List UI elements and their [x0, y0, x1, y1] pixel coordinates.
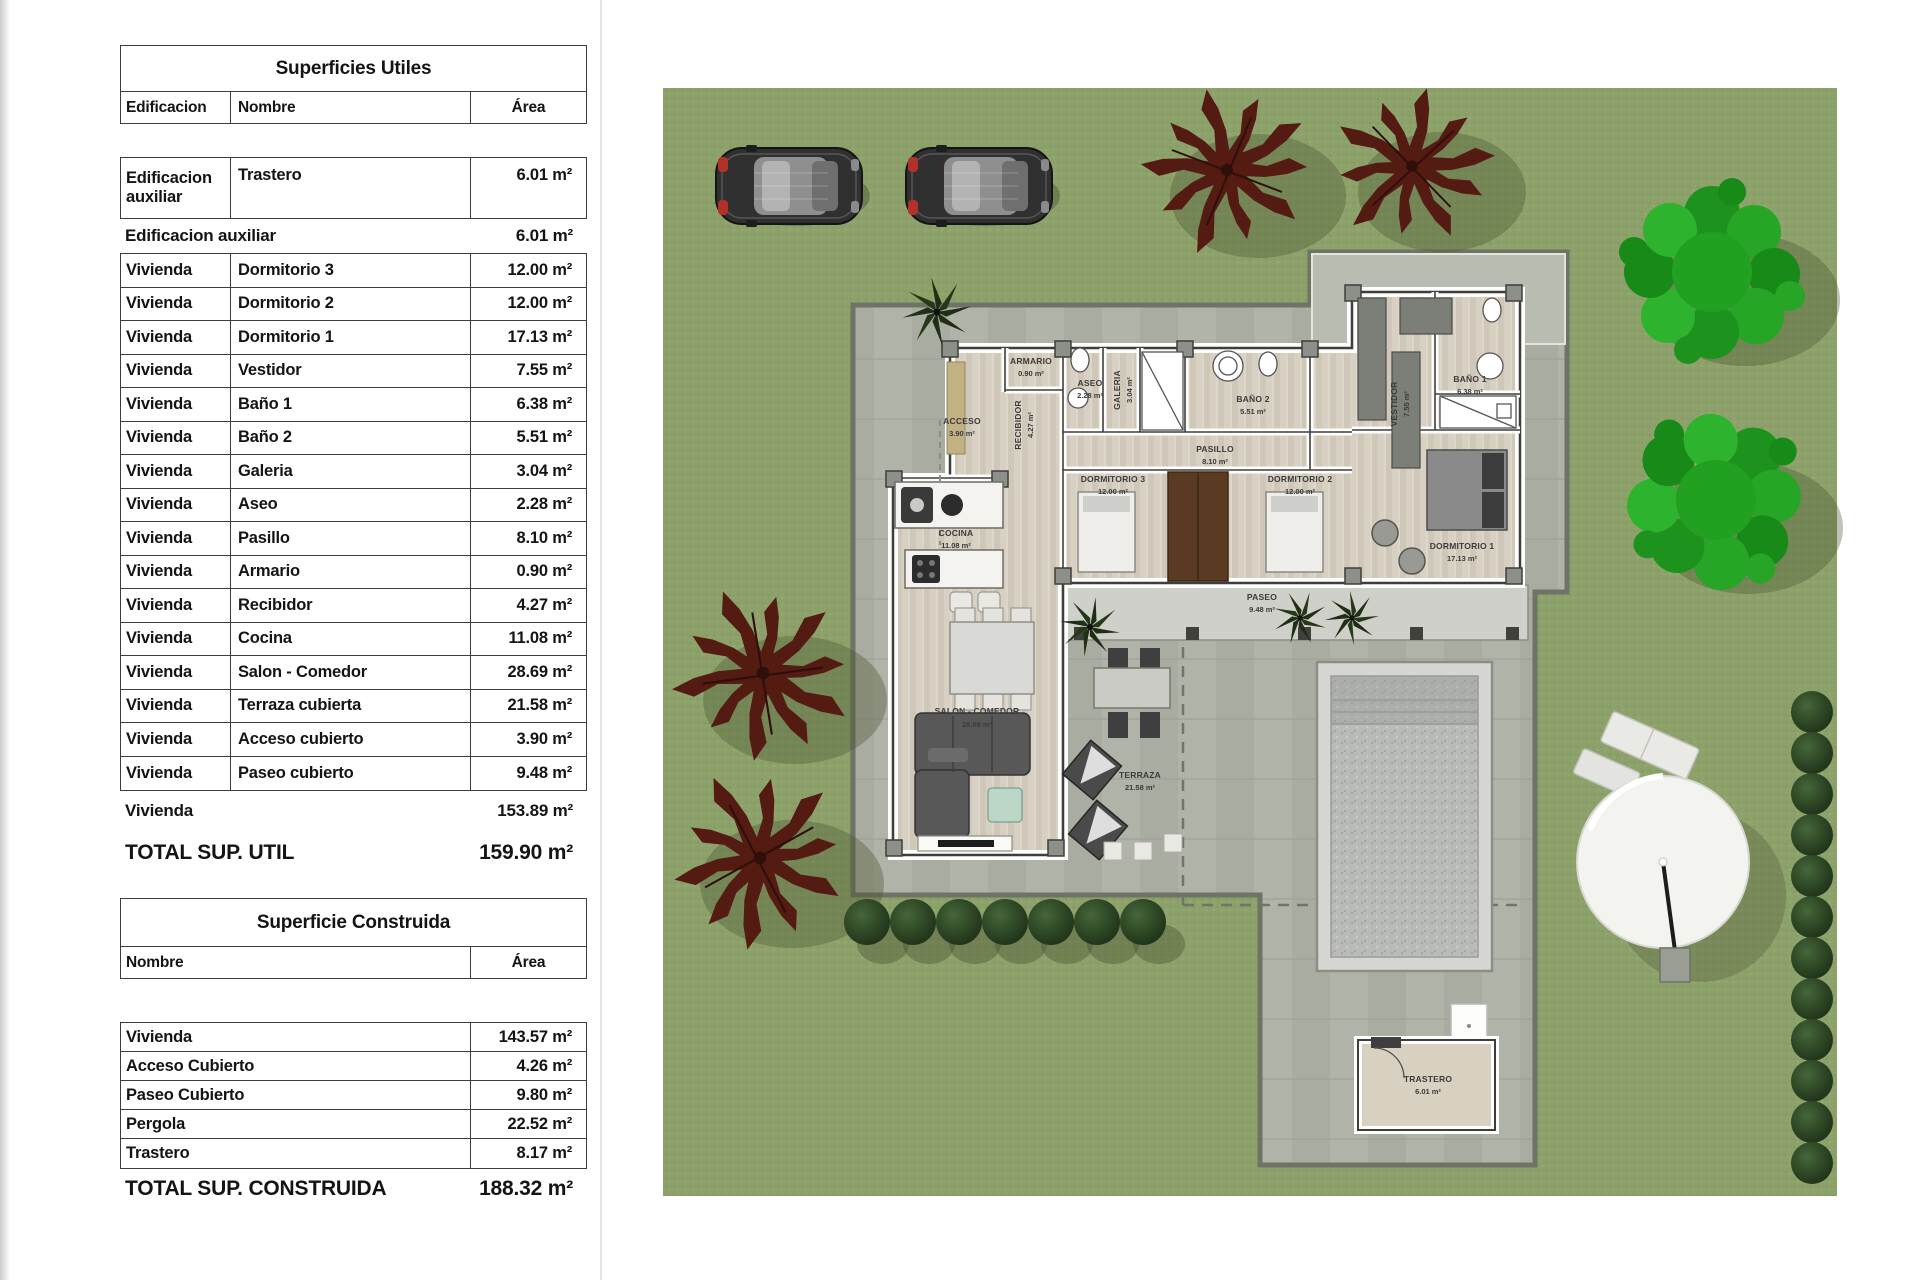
- cell-nombre: Aseo: [231, 489, 471, 522]
- table-title-text: Superficie Construida: [256, 911, 451, 933]
- cell-area: 6.38 m²: [516, 394, 572, 413]
- cell-nombre: Trastero: [121, 1139, 471, 1168]
- room-area-recibidor: 4.27 m²: [1026, 412, 1035, 438]
- total-area: 159.90 m²: [479, 841, 573, 864]
- cell-nombre: Terraza cubierta: [231, 690, 471, 723]
- room-area-bano1: 6.38 m²: [1457, 387, 1483, 396]
- col-header-area: Área: [511, 953, 546, 971]
- room-area-dormitorio1: 17.13 m²: [1446, 554, 1478, 563]
- cell-nombre: Pasillo: [231, 522, 471, 555]
- room-area-paseo: 9.48 m²: [1249, 605, 1275, 614]
- room-area-pasillo: 8.10 m²: [1202, 457, 1228, 466]
- cell-edificacion: Vivienda: [121, 757, 231, 791]
- room-area-armario: 0.90 m²: [1018, 369, 1044, 378]
- room-area-aseo: 2.28 m²: [1077, 391, 1103, 400]
- room-label-trastero: TRASTERO: [1403, 1074, 1453, 1084]
- dining-set: [950, 608, 1034, 710]
- cell-nombre: Dormitorio 1: [231, 321, 471, 354]
- cell-nombre: Pergola: [121, 1110, 471, 1138]
- cell-nombre: Armario: [231, 556, 471, 589]
- table-title-text: Superficies Utiles: [275, 57, 432, 79]
- cell-edificacion: Vivienda: [121, 589, 231, 622]
- cell-nombre: Recibidor: [231, 589, 471, 622]
- room-label-pasillo: PASILLO: [1196, 444, 1234, 454]
- cell-edificacion: Vivienda: [121, 723, 231, 756]
- room-label-galeria: GALERIA: [1112, 370, 1122, 410]
- subtotal-label: Vivienda: [125, 801, 194, 820]
- cell-edificacion: Vivienda: [121, 656, 231, 689]
- cell-nombre: Galeria: [231, 455, 471, 488]
- cell-nombre: Paseo cubierto: [231, 757, 471, 791]
- cell-area: 11.08 m²: [508, 629, 572, 648]
- swimming-pool: [1317, 662, 1492, 971]
- room-label-paseo: PASEO: [1246, 592, 1278, 602]
- room-label-armario: ARMARIO: [1009, 356, 1053, 366]
- cell-area: 5.51 m²: [516, 428, 572, 447]
- room-label-salon: SALON - COMEDOR: [934, 706, 1020, 716]
- subtotal-area: 6.01 m²: [515, 226, 573, 245]
- room-area-vestidor: 7.55 m²: [1402, 391, 1411, 417]
- col-header-nombre: Nombre: [121, 947, 471, 978]
- cell-edificacion: Vivienda: [121, 556, 231, 589]
- car-2: [906, 145, 1060, 227]
- room-label-dormitorio3: DORMITORIO 3: [1080, 474, 1146, 484]
- subtotal-area: 153.89 m²: [497, 801, 573, 820]
- cell-area: 9.48 m²: [516, 763, 572, 782]
- room-area-dormitorio3: 12.00 m²: [1097, 487, 1129, 496]
- cell-area: 22.52 m²: [507, 1114, 572, 1133]
- room-area-terraza: 21.58 m²: [1124, 783, 1156, 792]
- room-area-galeria: 3.04 m²: [1125, 377, 1134, 403]
- cell-edificacion: Vivienda: [121, 388, 231, 421]
- tv-console: [918, 836, 1012, 851]
- cell-edificacion: Vivienda: [121, 422, 231, 455]
- cell-area: 8.10 m²: [516, 528, 572, 547]
- room-area-acceso: 3.90 m²: [949, 429, 975, 438]
- cell-area: 4.26 m²: [516, 1056, 572, 1075]
- car-1: [716, 145, 870, 227]
- room-label-bano2: BAÑO 2: [1236, 394, 1270, 404]
- room-label-bano1: BAÑO 1: [1453, 374, 1487, 384]
- room-label-dormitorio1: DORMITORIO 1: [1429, 541, 1495, 551]
- room-area-salon: 28.69 m²: [961, 720, 993, 729]
- cell-area: 17.13 m²: [507, 327, 572, 346]
- cell-area: 6.01 m²: [516, 166, 572, 184]
- cell-nombre: Salon - Comedor: [231, 656, 471, 689]
- cell-area: 4.27 m²: [516, 595, 572, 614]
- subtotal-label: Edificacion auxiliar: [125, 226, 276, 245]
- col-header-nombre: Nombre: [231, 92, 471, 123]
- total-label: TOTAL SUP. UTIL: [125, 841, 295, 864]
- cell-area: 21.58 m²: [507, 696, 572, 715]
- cell-edificacion: Vivienda: [121, 690, 231, 723]
- room-label-aseo: ASEO: [1077, 378, 1103, 388]
- room-label-terraza: TERRAZA: [1118, 770, 1162, 780]
- cell-nombre: Baño 1: [231, 388, 471, 421]
- cell-nombre: Vivienda: [121, 1023, 471, 1051]
- cell-edificacion: Vivienda: [121, 522, 231, 555]
- col-header-area: Área: [511, 98, 546, 116]
- room-label-recibidor: RECIBIDOR: [1013, 400, 1023, 450]
- cell-nombre: Acceso cubierto: [231, 723, 471, 756]
- cell-nombre: Paseo Cubierto: [121, 1081, 471, 1109]
- cell-edificacion: Vivienda: [121, 254, 231, 287]
- room-area-trastero: 6.01 m²: [1415, 1087, 1441, 1096]
- cell-edificacion: Vivienda: [121, 489, 231, 522]
- cell-area: 0.90 m²: [516, 562, 572, 581]
- cell-area: 3.04 m²: [516, 461, 572, 480]
- room-area-dormitorio2: 12.00 m²: [1284, 487, 1316, 496]
- cell-area: 3.90 m²: [516, 729, 572, 748]
- cell-nombre: Trastero: [231, 158, 471, 218]
- room-area-cocina: 11.08 m²: [941, 541, 971, 550]
- cell-nombre: Cocina: [231, 623, 471, 656]
- cell-edificacion: Vivienda: [121, 355, 231, 388]
- cell-edificacion: Vivienda: [121, 288, 231, 321]
- cell-area: 12.00 m²: [507, 260, 572, 279]
- cell-nombre: Acceso Cubierto: [121, 1052, 471, 1080]
- cell-area: 28.69 m²: [507, 662, 572, 681]
- cell-area: 8.17 m²: [516, 1144, 572, 1162]
- room-label-acceso: ACCESO: [943, 416, 981, 426]
- cell-edificacion: Vivienda: [121, 623, 231, 656]
- bush-row-bottom: [844, 899, 1185, 964]
- cell-edificacion: Edificacion auxiliar: [121, 158, 231, 218]
- room-label-vestidor: VESTIDOR: [1389, 381, 1399, 427]
- cell-area: 143.57 m²: [498, 1027, 572, 1046]
- cell-nombre: Dormitorio 2: [231, 288, 471, 321]
- cell-area: 2.28 m²: [516, 495, 572, 514]
- col-header-edificacion: Edificacion: [121, 92, 231, 123]
- total-area: 188.32 m²: [479, 1177, 573, 1200]
- total-label: TOTAL SUP. CONSTRUIDA: [125, 1177, 387, 1200]
- room-area-bano2: 5.51 m²: [1240, 407, 1266, 416]
- cell-area: 9.80 m²: [516, 1085, 572, 1104]
- cell-area: 7.55 m²: [516, 361, 572, 380]
- room-label-dormitorio2: DORMITORIO 2: [1267, 474, 1333, 484]
- coffee-table: [988, 788, 1022, 822]
- room-label-cocina: COCINA: [938, 528, 974, 538]
- cell-edificacion: Vivienda: [121, 455, 231, 488]
- cell-nombre: Vestidor: [231, 355, 471, 388]
- cell-nombre: Baño 2: [231, 422, 471, 455]
- cell-area: 12.00 m²: [507, 294, 572, 313]
- cell-nombre: Dormitorio 3: [231, 254, 471, 287]
- cell-edificacion: Vivienda: [121, 321, 231, 354]
